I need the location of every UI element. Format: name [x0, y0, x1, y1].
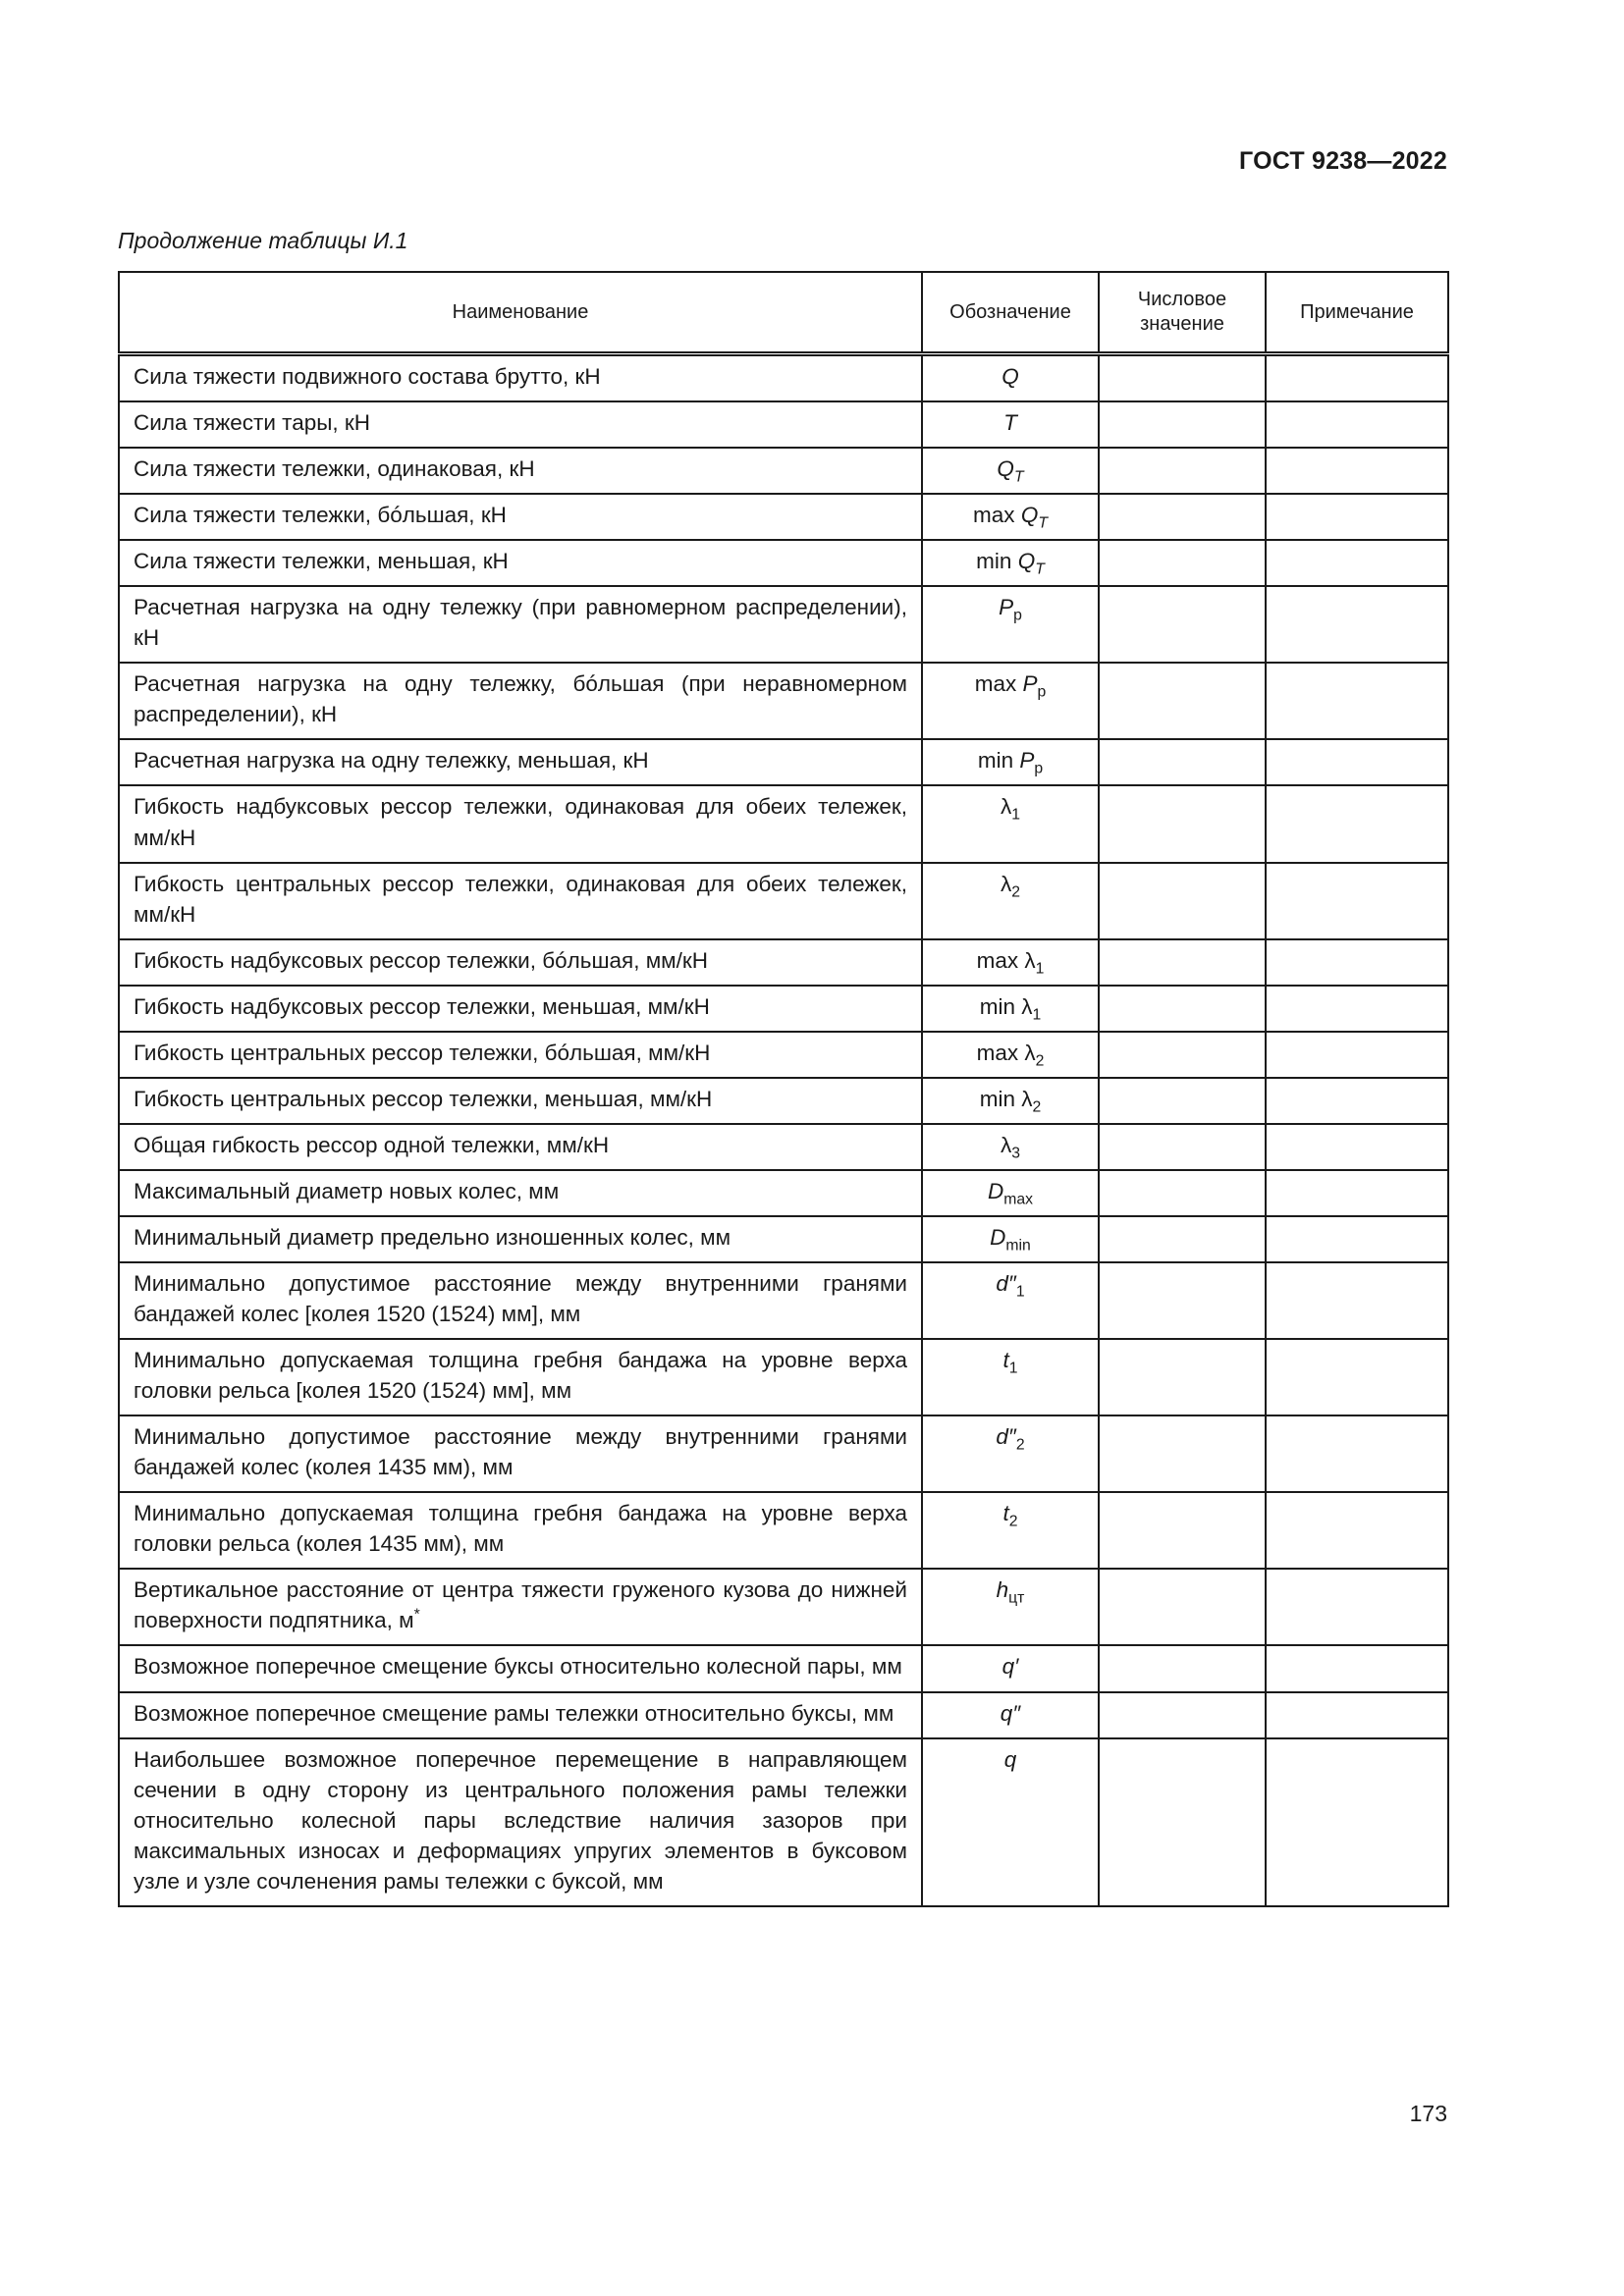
table-row — [119, 1262, 1448, 1339]
symbol-subscript: р — [1037, 683, 1047, 701]
symbol-base: λ — [1000, 1132, 1012, 1157]
parameter-symbol — [922, 1415, 1099, 1492]
symbol-prefix: max — [976, 1040, 1025, 1065]
note-cell — [1266, 663, 1448, 739]
parameter-symbol — [922, 1492, 1099, 1569]
value-cell — [1099, 1738, 1266, 1906]
value-cell — [1099, 663, 1266, 739]
value-cell — [1099, 540, 1266, 586]
table-row — [119, 1124, 1448, 1170]
symbol-base: λ — [1024, 947, 1036, 973]
parameter-name: Гибкость надбуксовых рессор тележки, одинаковая для обеих тележек, мм/кН — [119, 785, 922, 862]
table-row — [119, 986, 1448, 1032]
parameter-name: Минимальный диаметр предельно изношенных колес, мм — [119, 1216, 922, 1262]
symbol-subscript: 2 — [1015, 1436, 1025, 1454]
symbol-base: λ — [1024, 1040, 1036, 1065]
header-symbol: Обозначение — [922, 272, 1099, 354]
symbol-subscript: р — [1034, 760, 1044, 777]
symbol-subscript: 1 — [1011, 806, 1020, 824]
symbol-prefix: max — [976, 947, 1025, 973]
parameter-name: Гибкость центральных рессор тележки, одинаковая для обеих тележек, мм/кН — [119, 863, 922, 939]
parameter-name: Сила тяжести подвижного состава брутто, кН — [119, 354, 922, 402]
parameter-name: Расчетная нагрузка на одну тележку (при равномерном распределении), кН — [119, 586, 922, 663]
parameter-symbol — [922, 1569, 1099, 1645]
parameter-symbol — [922, 1262, 1099, 1339]
value-cell — [1099, 1692, 1266, 1738]
note-cell — [1266, 586, 1448, 663]
symbol-subscript: 2 — [1035, 1052, 1045, 1070]
value-cell — [1099, 1124, 1266, 1170]
value-cell — [1099, 401, 1266, 448]
table-header-row — [119, 272, 1448, 354]
value-cell — [1099, 1645, 1266, 1691]
value-cell — [1099, 1339, 1266, 1415]
table-row — [119, 540, 1448, 586]
parameter-name: Минимально допускаемая толщина гребня бандажа на уровне верха головки рельса (колея 1435 мм), мм — [119, 1492, 922, 1569]
symbol-base: Q — [997, 456, 1014, 482]
value-cell — [1099, 1569, 1266, 1645]
symbol-prefix: min — [979, 993, 1022, 1019]
parameter-symbol — [922, 1216, 1099, 1262]
symbol-base: λ — [1000, 871, 1012, 896]
symbol-subscript: 1 — [1035, 960, 1045, 978]
note-cell — [1266, 1262, 1448, 1339]
symbol-base: d″ — [996, 1270, 1016, 1296]
symbol-base: q — [1003, 1746, 1017, 1772]
table-row — [119, 586, 1448, 663]
table-row — [119, 1738, 1448, 1906]
page-number: 173 — [1409, 2101, 1447, 2126]
note-cell — [1266, 1078, 1448, 1124]
note-cell — [1266, 1692, 1448, 1738]
symbol-prefix: max — [974, 671, 1023, 697]
table-row — [119, 494, 1448, 540]
parameter-name: Сила тяжести тележки, бóльшая, кН — [119, 494, 922, 540]
parameter-symbol — [922, 1645, 1099, 1691]
parameter-symbol — [922, 1078, 1099, 1124]
table-row — [119, 401, 1448, 448]
note-cell — [1266, 785, 1448, 862]
symbol-subscript: 1 — [1008, 1360, 1018, 1377]
symbol-subscript: цт — [1008, 1589, 1025, 1607]
value-cell — [1099, 354, 1266, 402]
table-row — [119, 1692, 1448, 1738]
table-row — [119, 1645, 1448, 1691]
header-note: Примечание — [1266, 272, 1448, 354]
parameter-name: Минимально допускаемая толщина гребня бандажа на уровне верха головки рельса [колея 1520 (1524) мм], мм — [119, 1339, 922, 1415]
table-row — [119, 1569, 1448, 1645]
symbol-subscript: 1 — [1015, 1283, 1025, 1301]
parameter-symbol — [922, 1032, 1099, 1078]
parameter-symbol — [922, 939, 1099, 986]
table-row — [119, 1415, 1448, 1492]
symbol-subscript: T — [1035, 561, 1045, 578]
table-row — [119, 1216, 1448, 1262]
note-cell — [1266, 1170, 1448, 1216]
symbol-subscript: р — [1013, 607, 1022, 624]
value-cell — [1099, 785, 1266, 862]
symbol-base: t — [1002, 1501, 1009, 1526]
value-cell — [1099, 494, 1266, 540]
parameter-symbol — [922, 354, 1099, 402]
value-cell — [1099, 739, 1266, 785]
symbol-base: Q — [1001, 364, 1019, 389]
value-cell — [1099, 1078, 1266, 1124]
note-cell — [1266, 1415, 1448, 1492]
symbol-subscript: 2 — [1011, 883, 1020, 901]
symbol-base: P — [999, 595, 1014, 620]
parameter-symbol — [922, 986, 1099, 1032]
parameter-symbol — [922, 401, 1099, 448]
symbol-base: λ — [1021, 1086, 1033, 1111]
symbol-base: D — [987, 1178, 1004, 1203]
symbol-base: Q — [1017, 549, 1036, 574]
note-cell — [1266, 448, 1448, 494]
table-caption: Продолжение таблицы И.1 — [118, 228, 408, 253]
symbol-subscript: T — [1038, 514, 1048, 532]
note-cell — [1266, 1339, 1448, 1415]
symbol-base: Q — [1020, 503, 1039, 528]
table-row — [119, 739, 1448, 785]
symbol-subscript: min — [1005, 1237, 1031, 1255]
parameter-name: Наибольшее возможное поперечное перемещение в направляющем сечении в одну сторону из центрального положения рамы тележки относительно колесной пары вследствие наличия зазоров при максимальных износах и деформациях упругих элементов в буксовом узле и узле сочленения рамы тележки с буксой, мм — [119, 1738, 922, 1906]
parameter-symbol — [922, 540, 1099, 586]
value-cell — [1099, 1492, 1266, 1569]
parameter-symbol — [922, 785, 1099, 862]
value-cell — [1099, 863, 1266, 939]
note-cell — [1266, 1645, 1448, 1691]
symbol-base: λ — [1000, 794, 1012, 820]
parameter-symbol — [922, 863, 1099, 939]
symbol-prefix: min — [977, 748, 1020, 774]
symbol-prefix: min — [976, 549, 1018, 574]
symbol-subscript: T — [1013, 468, 1024, 486]
parameter-name: Сила тяжести тары, кН — [119, 401, 922, 448]
table-row — [119, 1492, 1448, 1569]
symbol-base: P — [1022, 671, 1038, 697]
note-cell — [1266, 739, 1448, 785]
parameter-name: Расчетная нагрузка на одну тележку, меньшая, кН — [119, 739, 922, 785]
parameter-symbol — [922, 1339, 1099, 1415]
symbol-base: t — [1002, 1348, 1009, 1373]
note-cell — [1266, 540, 1448, 586]
note-cell — [1266, 1124, 1448, 1170]
document-code: ГОСТ 9238—2022 — [1239, 147, 1447, 175]
table-row — [119, 448, 1448, 494]
note-cell — [1266, 1492, 1448, 1569]
value-cell — [1099, 1032, 1266, 1078]
parameter-symbol — [922, 586, 1099, 663]
parameter-name: Возможное поперечное смещение буксы относительно колесной пары, мм — [119, 1645, 922, 1691]
value-cell — [1099, 1216, 1266, 1262]
symbol-prefix: min — [979, 1086, 1022, 1111]
value-cell — [1099, 1262, 1266, 1339]
parameter-name: Гибкость надбуксовых рессор тележки, меньшая, мм/кН — [119, 986, 922, 1032]
header-name: Наименование — [119, 272, 922, 354]
symbol-base: d″ — [996, 1424, 1016, 1450]
parameter-name: Общая гибкость рессор одной тележки, мм/кН — [119, 1124, 922, 1170]
note-cell — [1266, 354, 1448, 402]
note-cell — [1266, 1569, 1448, 1645]
table-row — [119, 1078, 1448, 1124]
parameter-name: Гибкость центральных рессор тележки, бóльшая, мм/кН — [119, 1032, 922, 1078]
value-cell — [1099, 986, 1266, 1032]
parameter-symbol — [922, 663, 1099, 739]
note-cell — [1266, 1216, 1448, 1262]
symbol-base: h — [996, 1577, 1009, 1603]
parameter-symbol — [922, 494, 1099, 540]
value-cell — [1099, 1415, 1266, 1492]
table-row — [119, 939, 1448, 986]
symbol-base: P — [1019, 748, 1035, 774]
parameter-name: Возможное поперечное смещение рамы тележки относительно буксы, мм — [119, 1692, 922, 1738]
parameter-name: Сила тяжести тележки, меньшая, кН — [119, 540, 922, 586]
note-cell — [1266, 863, 1448, 939]
symbol-subscript: 2 — [1008, 1513, 1018, 1530]
note-cell — [1266, 1032, 1448, 1078]
table-row — [119, 1170, 1448, 1216]
parameter-symbol — [922, 1738, 1099, 1906]
symbol-subscript: 1 — [1032, 1006, 1042, 1024]
symbol-subscript: 3 — [1011, 1145, 1020, 1162]
parameter-symbol — [922, 739, 1099, 785]
parameters-table — [118, 271, 1449, 1907]
symbol-base: q′ — [1001, 1654, 1019, 1680]
note-cell — [1266, 986, 1448, 1032]
table-row — [119, 863, 1448, 939]
table-row — [119, 785, 1448, 862]
symbol-prefix: max — [973, 503, 1021, 528]
value-cell — [1099, 448, 1266, 494]
parameter-symbol — [922, 1124, 1099, 1170]
value-cell — [1099, 586, 1266, 663]
parameter-symbol — [922, 448, 1099, 494]
parameter-name: Сила тяжести тележки, одинаковая, кН — [119, 448, 922, 494]
symbol-subscript: max — [1003, 1191, 1033, 1208]
table-row — [119, 663, 1448, 739]
parameter-symbol — [922, 1692, 1099, 1738]
symbol-base: D — [990, 1224, 1006, 1250]
parameter-name: Вертикальное расстояние от центра тяжести груженого кузова до нижней поверхности подпятника, м* — [119, 1569, 922, 1645]
note-cell — [1266, 494, 1448, 540]
value-cell — [1099, 939, 1266, 986]
value-cell — [1099, 1170, 1266, 1216]
parameter-name: Минимально допустимое расстояние между внутренними гранями бандажей колес (колея 1435 мм), мм — [119, 1415, 922, 1492]
symbol-base: q″ — [1000, 1700, 1021, 1726]
symbol-base: T — [1003, 410, 1017, 436]
parameter-name: Расчетная нагрузка на одну тележку, бóльшая (при неравномерном распределении), кН — [119, 663, 922, 739]
table-row — [119, 1032, 1448, 1078]
note-cell — [1266, 1738, 1448, 1906]
header-value: Числовое значение — [1099, 272, 1266, 354]
parameter-name: Максимальный диаметр новых колес, мм — [119, 1170, 922, 1216]
symbol-base: λ — [1021, 993, 1033, 1019]
parameter-name: Минимально допустимое расстояние между внутренними гранями бандажей колес [колея 1520 (1524) мм], мм — [119, 1262, 922, 1339]
table-row — [119, 354, 1448, 402]
table-body — [119, 354, 1448, 1906]
table-row — [119, 1339, 1448, 1415]
parameter-symbol — [922, 1170, 1099, 1216]
note-cell — [1266, 401, 1448, 448]
footnote-mark: * — [413, 1606, 420, 1624]
symbol-subscript: 2 — [1032, 1098, 1042, 1116]
parameter-name: Гибкость надбуксовых рессор тележки, бóльшая, мм/кН — [119, 939, 922, 986]
note-cell — [1266, 939, 1448, 986]
parameter-name: Гибкость центральных рессор тележки, меньшая, мм/кН — [119, 1078, 922, 1124]
